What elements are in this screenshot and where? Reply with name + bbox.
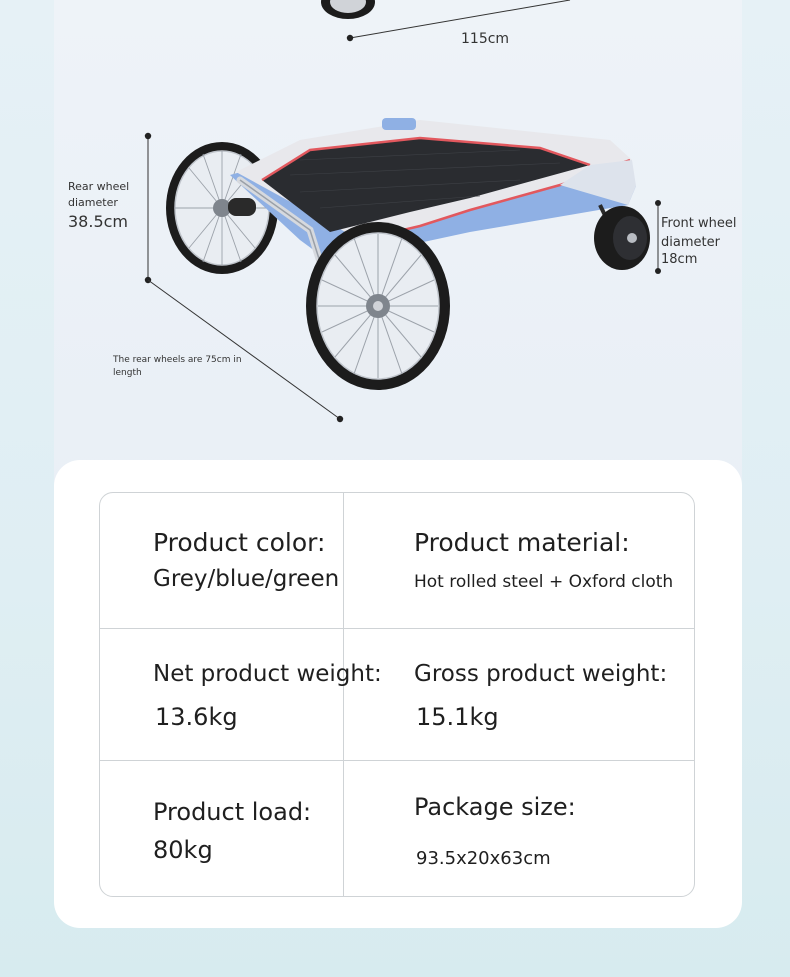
front-wheel xyxy=(594,206,650,270)
spec-label-gross-weight: Gross product weight: xyxy=(414,661,668,687)
spec-label-net-weight: Net product weight: xyxy=(153,661,382,687)
wagon-body xyxy=(228,118,636,262)
spec-divider-row-2 xyxy=(99,760,695,761)
spec-value-load: 80kg xyxy=(153,836,213,864)
spec-value-gross-weight: 15.1kg xyxy=(416,703,499,731)
spec-value-color: Grey/blue/green xyxy=(153,566,340,592)
spec-label-package-size: Package size: xyxy=(414,793,576,821)
rear-wheel-value: 38.5cm xyxy=(68,212,129,231)
top-width-label: 115cm xyxy=(461,31,510,47)
rear-wheel-label: Rear wheel diameter xyxy=(68,180,130,209)
top-dimension-line xyxy=(350,0,570,38)
front-wheel-value: 18cm xyxy=(661,252,698,267)
spec-divider-row-1 xyxy=(99,628,695,629)
top-wheel xyxy=(321,0,375,19)
spec-value-net-weight: 13.6kg xyxy=(155,703,238,731)
rear-wheel-front xyxy=(306,222,450,390)
spec-label-color: Product color: xyxy=(153,528,326,557)
spec-label-material: Product material: xyxy=(414,528,630,557)
spec-value-material: Hot rolled steel + Oxford cloth xyxy=(414,572,674,592)
rear-length-note: The rear wheels are 75cm in length xyxy=(113,355,242,378)
spec-label-load: Product load: xyxy=(153,798,312,826)
front-wheel-label: Front wheel diameter xyxy=(661,216,737,250)
spec-value-package-size: 93.5x20x63cm xyxy=(416,848,551,869)
spec-divider-column xyxy=(343,492,344,897)
